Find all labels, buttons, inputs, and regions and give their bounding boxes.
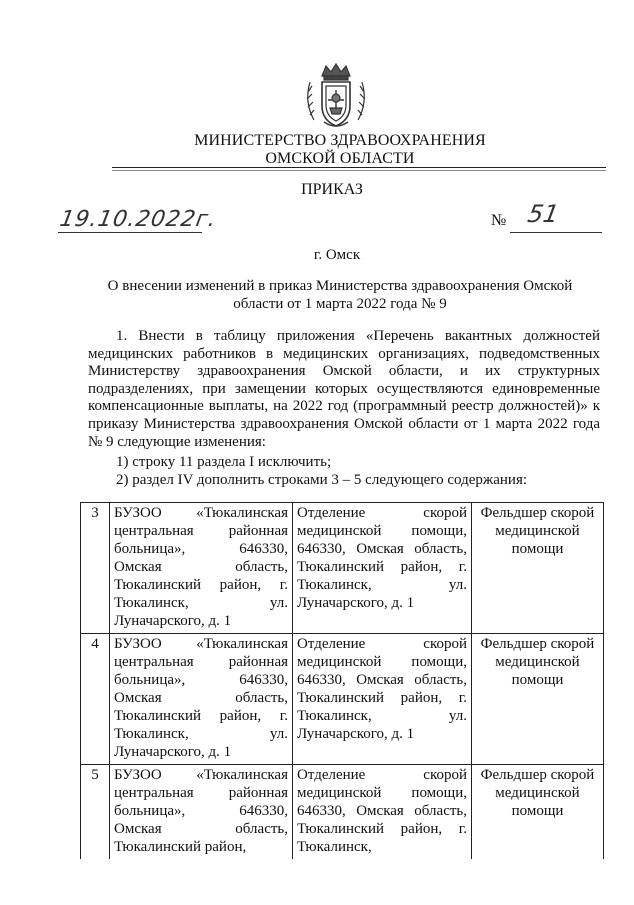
handwritten-date: 19.10.2022г. [57, 207, 219, 232]
ministry-name [150, 132, 530, 168]
date-underline [58, 232, 202, 233]
city: г. Омск [313, 247, 361, 263]
document-type: ПРИКАЗ [301, 181, 363, 198]
position-cell: Фельдшер скорой медицинской помощи [472, 765, 604, 860]
row-number: 3 [81, 503, 110, 634]
ministry-line-2: ОМСКОЙ ОБЛАСТИ [265, 150, 415, 167]
table-row [81, 634, 604, 765]
coat-of-arms-emblem [300, 62, 372, 130]
organization-cell: БУЗОО «Тюкалинская центральная районная больница», 646330, Омская область, Тюкалинский район, [110, 765, 293, 860]
header-divider-thin [112, 170, 606, 171]
number-underline [510, 232, 602, 233]
row-number: 4 [81, 634, 110, 765]
row-number: 5 [81, 765, 110, 860]
handwritten-number: 51 [525, 200, 562, 228]
header-divider [112, 167, 606, 168]
table-row [81, 765, 604, 860]
position-cell: Фельдшер скорой медицинской помощи [472, 634, 604, 765]
position-cell: Фельдшер скорой медицинской помощи [472, 503, 604, 634]
table-row [81, 503, 604, 634]
department-cell: Отделение скорой медицинской помощи, 646330, Омская область, Тюкалинский район, г. Тюкалинск, ул. Луначарского, д. 1 [293, 634, 472, 765]
department-cell: Отделение скорой медицинской помощи, 646330, Омская область, Тюкалинский район, г. Тюкалинск, ул. Луначарского, д. 1 [293, 503, 472, 634]
organization-cell: БУЗОО «Тюкалинская центральная районная больница», 646330, Омская область, Тюкалинский район, г. Тюкалинск, ул. Луначарского, д. 1 [110, 503, 293, 634]
department-cell: Отделение скорой медицинской помощи, 646330, Омская область, Тюкалинский район, г. Тюкалинск, [293, 765, 472, 860]
body-paragraph-1: 1. Внести в таблицу приложения «Перечень вакантных должностей медицинских работников в медицинских организациях, подведомственных Министерству здравоохранения Омской области, и их структурных подразделениях, при замещении которых осуществляются единовременные компенсационные выплаты, на 2022 год (программный реестр должностей)» к приказу Министерства здравоохранения Омской области от 1 марта 2022 года № 9 следующие изменения: [88, 328, 600, 450]
order-subject: О внесении изменений в приказ Министерства здравоохранения Омской области от 1 марта 2022 года № 9 [107, 278, 573, 312]
body-item-2: 2) раздел IV дополнить строками 3 – 5 следующего содержания: [116, 472, 528, 488]
additions-table [80, 502, 604, 859]
body-item-1: 1) строку 11 раздела I исключить; [116, 454, 332, 470]
number-label: № [491, 212, 507, 229]
ministry-line-1: МИНИСТЕРСТВО ЗДРАВООХРАНЕНИЯ [194, 132, 486, 149]
organization-cell: БУЗОО «Тюкалинская центральная районная больница», 646330, Омская область, Тюкалинский район, г. Тюкалинск, ул. Луначарского, д. 1 [110, 634, 293, 765]
